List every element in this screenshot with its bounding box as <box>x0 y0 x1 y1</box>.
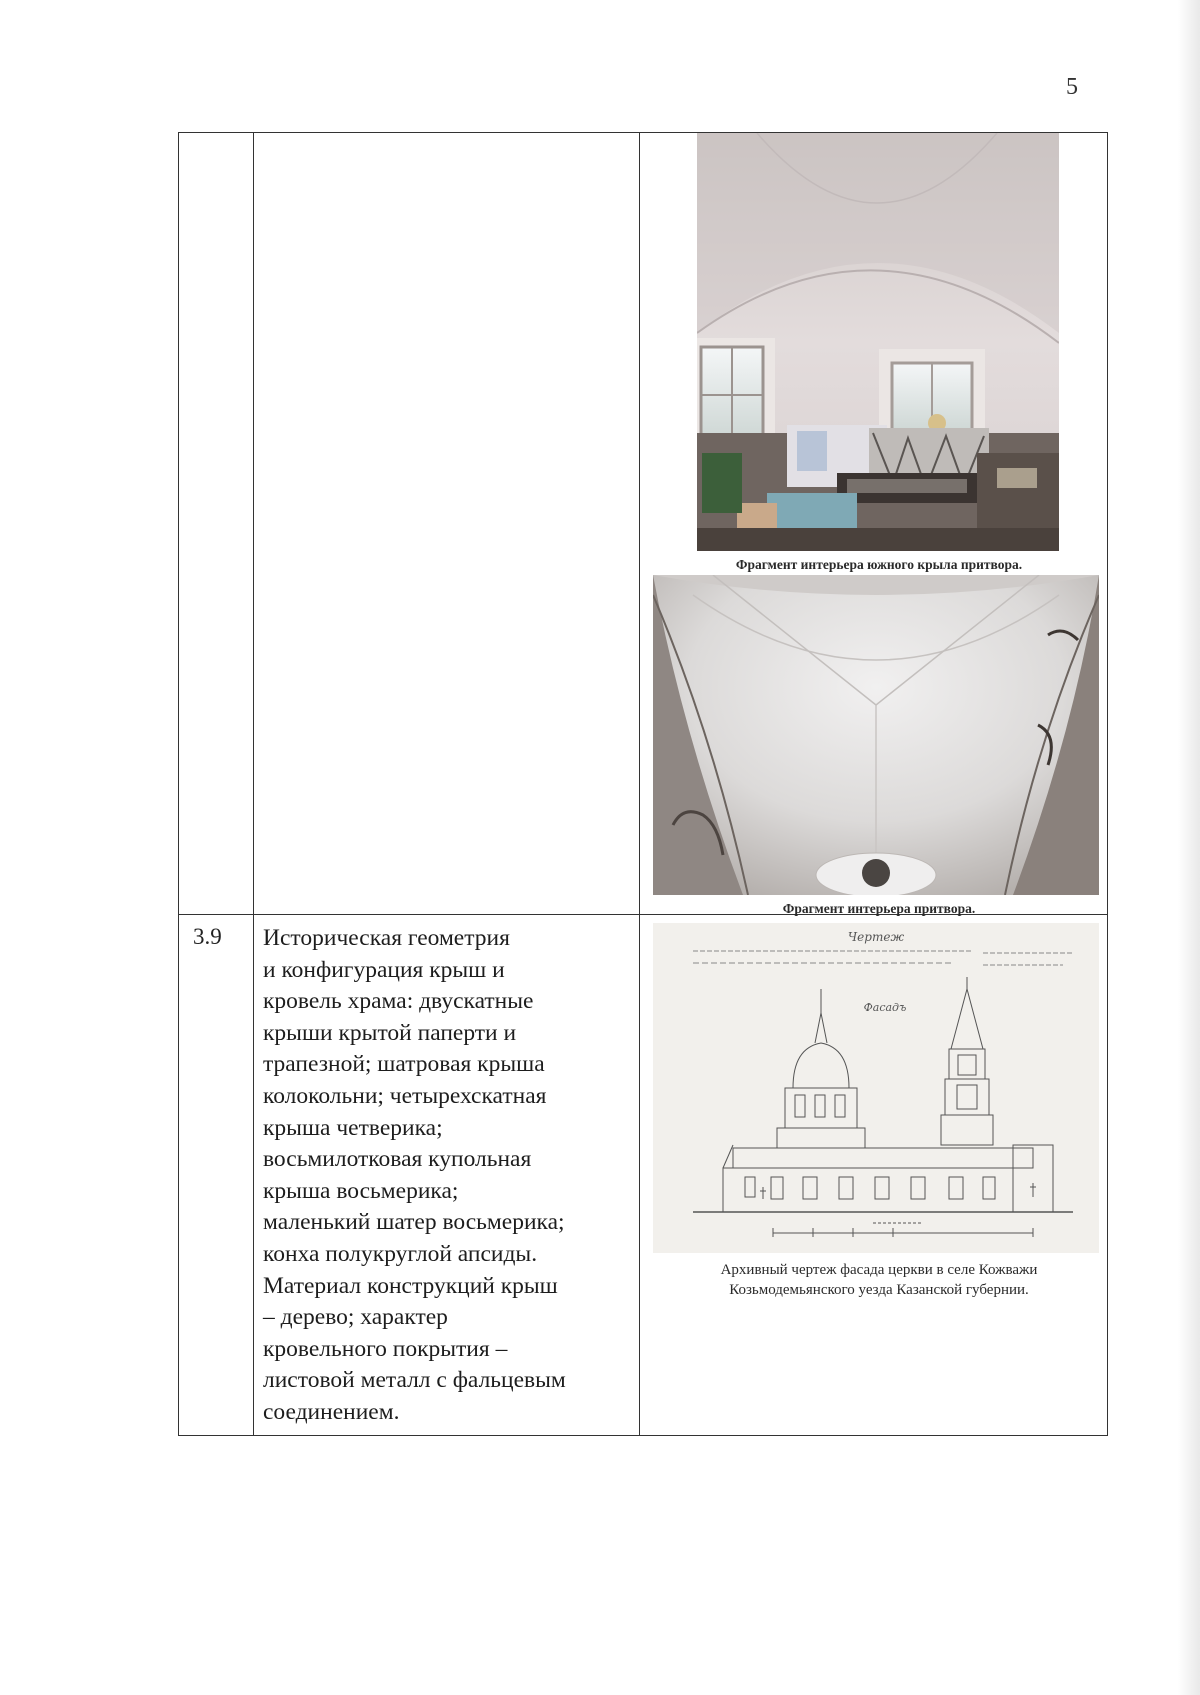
drawing-caption-line1: Архивный чертеж фасада церкви в селе Кожважи <box>720 1262 1038 1278</box>
column-divider-2 <box>639 133 640 1435</box>
drawing-caption-line2: Козьмодемьянского уезда Казанской губернии. <box>729 1282 1029 1298</box>
interior-vault-photo <box>653 575 1099 895</box>
document-table <box>178 132 1108 1436</box>
page-edge <box>1178 0 1200 1695</box>
photo2-caption: Фрагмент интерьера притвора. <box>782 901 976 916</box>
row-description: Историческая геометрия и конфигурация крыш и кровель храма: двускатные крыши крытой паперти и трапезной; шатровая крыша колокольни; четырехскатная крыша четверика; восьмилотковая купольная крыша восьмерика; маленький шатер восьмерика; конха полукруглой апсиды. Материал конструкций крыш – дерево; характер кровельного покрытия – листовой металл с фальцевым соединением. <box>263 925 566 1425</box>
interior-south-wing-photo <box>697 133 1059 551</box>
photo1-caption: Фрагмент интерьера южного крыла притвора. <box>735 557 1023 572</box>
page-number: 5 <box>1066 74 1078 100</box>
drawing-label: Фасадъ <box>863 1001 907 1014</box>
drawing-title: Чертеж <box>847 930 905 944</box>
archival-facade-drawing <box>653 923 1099 1253</box>
column-divider-1 <box>253 133 254 1435</box>
row-number: 3.9 <box>193 924 222 949</box>
